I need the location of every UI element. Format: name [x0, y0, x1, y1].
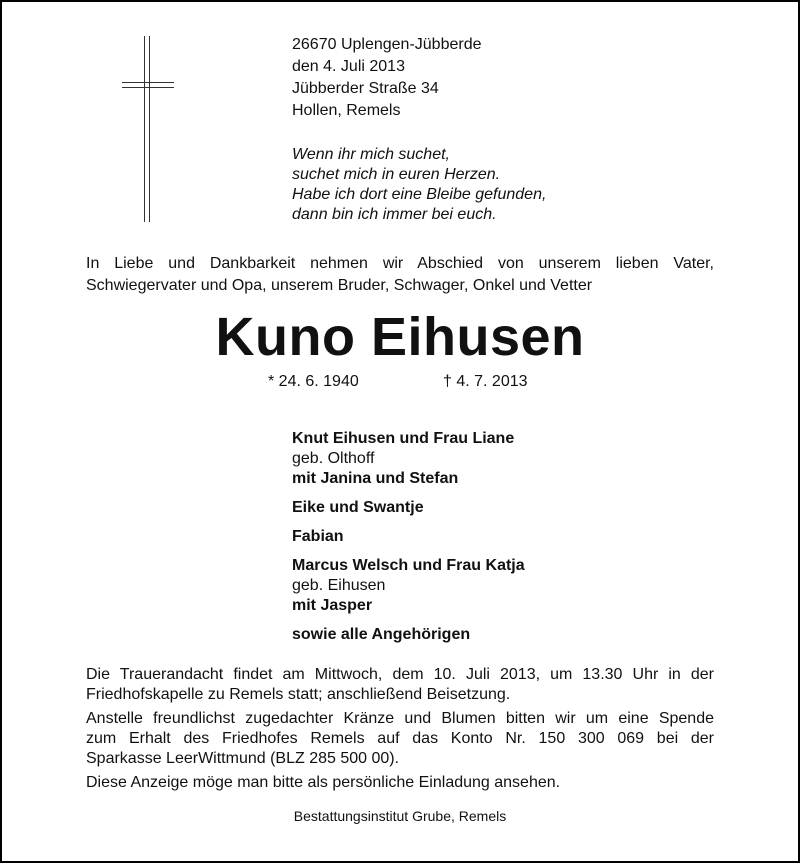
mourner-children: mit Janina und Stefan	[292, 470, 459, 487]
donation-line: Anstelle freundlichst zugedachter Kränze und Blumen bitten wir um eine Spende	[86, 710, 714, 727]
poem	[292, 145, 546, 225]
poem-line: Habe ich dort eine Bleibe gefunden,	[292, 186, 547, 203]
address-locality: Hollen, Remels	[292, 102, 401, 119]
mourner-nee: geb. Olthoff	[292, 450, 375, 467]
address-place: 26670 Uplengen-Jübberde	[292, 36, 482, 53]
donation-notice	[86, 709, 714, 769]
intro-line: Schwiegervater und Opa, unserem Bruder, Schwager, Onkel und Vetter	[86, 277, 593, 294]
poem-line: suchet mich in euren Herzen.	[292, 166, 501, 183]
mourner-name: Marcus Welsch und Frau Katja	[292, 557, 525, 574]
deceased-name: Kuno Eihusen	[215, 307, 585, 367]
intro-line: In Liebe und Dankbarkeit nehmen wir Abschied von unserem lieben Vater,	[86, 255, 714, 272]
mourner-nee: geb. Eihusen	[292, 577, 386, 594]
mourners-list	[292, 428, 525, 646]
donation-line: zum Erhalt des Friedhofes Remels auf das Konto Nr. 150 300 069 bei der	[86, 730, 714, 747]
poem-line: dann bin ich immer bei euch.	[292, 206, 497, 223]
mourner-name: Knut Eihusen und Frau Liane	[292, 430, 515, 447]
poem-line: Wenn ihr mich suchet,	[292, 146, 450, 163]
address-street: Jübberder Straße 34	[292, 80, 439, 97]
notes-block	[86, 665, 714, 797]
service-notice	[86, 665, 714, 705]
service-line: Friedhofskapelle zu Remels statt; anschließend Beisetzung.	[86, 686, 511, 703]
address-date: den 4. Juli 2013	[292, 58, 405, 75]
mourner-children: mit Jasper	[292, 597, 373, 614]
mourner-name: Fabian	[292, 528, 344, 545]
service-line: Die Trauerandacht findet am Mittwoch, dem 10. Juli 2013, um 13.30 Uhr in der	[86, 666, 714, 683]
mourner-relatives: sowie alle Angehörigen	[292, 626, 471, 643]
donation-line: Sparkasse LeerWittmund (BLZ 285 500 00).	[86, 750, 400, 767]
cross-icon	[122, 36, 174, 222]
mourner-name: Eike und Swantje	[292, 499, 424, 516]
intro-text	[86, 253, 714, 297]
death-date: † 4. 7. 2013	[443, 373, 528, 390]
undertaker-credit: Bestattungsinstitut Grube, Remels	[293, 808, 507, 824]
address-block	[292, 34, 481, 122]
invitation-notice: Diese Anzeige möge man bitte als persönliche Einladung ansehen.	[86, 774, 561, 791]
birth-date: * 24. 6. 1940	[268, 373, 359, 390]
